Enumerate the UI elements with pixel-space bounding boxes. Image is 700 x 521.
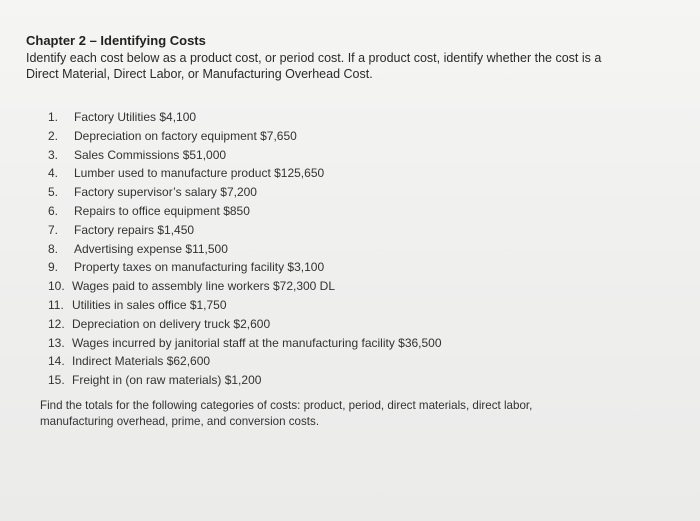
- list-item: [48, 202, 442, 221]
- totals-instructions: [40, 398, 680, 430]
- list-item: [48, 334, 442, 353]
- list-item: [48, 371, 442, 390]
- item-number: 4.: [48, 166, 59, 181]
- item-text: Lumber used to manufacture product $125,650: [74, 166, 325, 181]
- item-text: Factory Utilities $4,100: [74, 110, 197, 124]
- instructions: [26, 50, 686, 82]
- item-text: Factory supervisor’s salary $7,200: [74, 185, 257, 200]
- list-item: [48, 146, 442, 165]
- list-item: [48, 164, 442, 183]
- item-text: Repairs to office equipment $850: [74, 203, 250, 218]
- list-item: [48, 258, 442, 277]
- item-number: 9.: [48, 260, 59, 275]
- item-number: 1.: [48, 110, 59, 124]
- list-item: [48, 352, 442, 371]
- item-number: 7.: [48, 222, 59, 237]
- item-number: 15.: [48, 373, 65, 388]
- list-item: [48, 240, 442, 259]
- item-text: Freight in (on raw materials) $1,200: [72, 373, 262, 388]
- item-text: Utilities in sales office $1,750: [72, 297, 227, 312]
- instructions-line-2: Direct Material, Direct Labor, or Manufacturing Overhead Cost.: [26, 67, 373, 81]
- list-item: [48, 183, 442, 202]
- item-text: Factory repairs $1,450: [74, 222, 195, 237]
- cost-list: [48, 108, 442, 390]
- item-number: 3.: [48, 147, 59, 162]
- list-item: [48, 296, 442, 315]
- page-title: Chapter 2 – Identifying Costs: [26, 33, 206, 48]
- item-text: Wages incurred by janitorial staff at the manufacturing facility $36,500: [72, 335, 442, 350]
- item-text: Depreciation on factory equipment $7,650: [74, 128, 297, 143]
- instructions-line-1: Identify each cost below as a product cost, or period cost. If a product cost, identify whether the cost is a: [26, 51, 602, 65]
- totals-line-1: Find the totals for the following categories of costs: product, period, direct materials, direct labor,: [40, 399, 533, 412]
- list-item: [48, 108, 442, 127]
- item-number: 8.: [48, 241, 59, 256]
- item-text: Wages paid to assembly line workers $72,300 DL: [72, 279, 336, 294]
- totals-line-2: manufacturing overhead, prime, and conversion costs.: [40, 415, 320, 428]
- list-item: [48, 277, 442, 296]
- item-number: 11.: [48, 297, 64, 312]
- item-text: Indirect Materials $62,600: [72, 354, 211, 369]
- list-item: [48, 221, 442, 240]
- item-text: Sales Commissions $51,000: [74, 147, 227, 162]
- item-number: 12.: [48, 316, 65, 331]
- item-number: 5.: [48, 185, 59, 200]
- item-number: 14.: [48, 354, 65, 369]
- list-item: [48, 127, 442, 146]
- item-number: 2.: [48, 128, 59, 143]
- item-number: 6.: [48, 203, 59, 218]
- item-text: Depreciation on delivery truck $2,600: [72, 316, 271, 331]
- item-number: 10.: [48, 279, 65, 294]
- item-number: 13.: [48, 335, 65, 350]
- item-text: Property taxes on manufacturing facility $3,100: [74, 260, 325, 275]
- list-item: [48, 315, 442, 334]
- item-text: Advertising expense $11,500: [74, 241, 228, 256]
